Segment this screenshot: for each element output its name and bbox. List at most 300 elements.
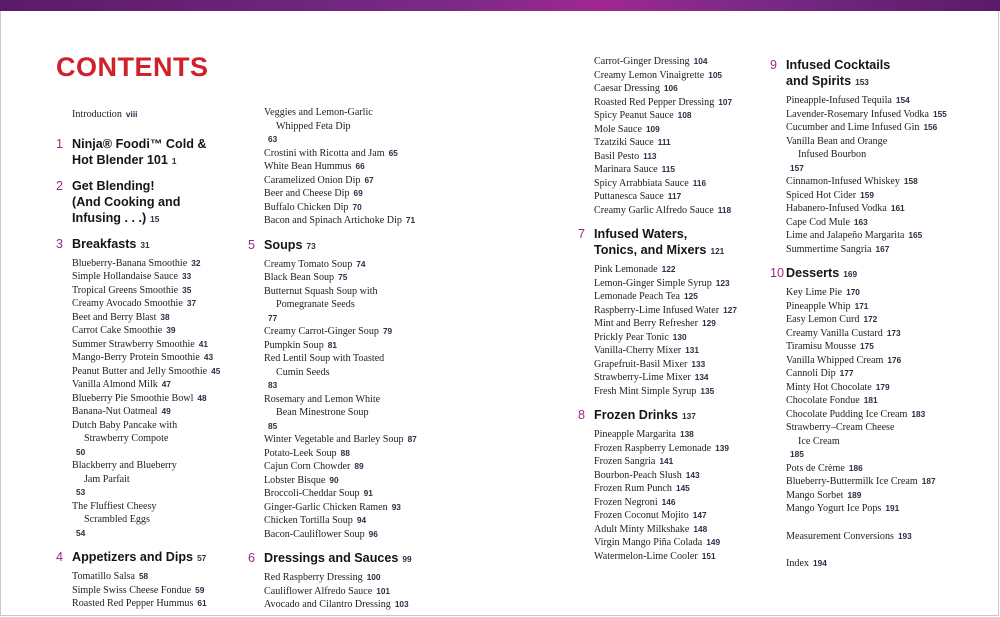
entry-page-number: 130 — [672, 331, 687, 342]
toc-entry[interactable] — [770, 557, 970, 571]
top-color-band — [0, 0, 1000, 11]
toc-entry[interactable] — [578, 136, 753, 150]
chapter-heading[interactable] — [578, 407, 753, 424]
entry-page-number: 134 — [694, 372, 709, 382]
chapter-page-number: 31 — [140, 239, 150, 250]
toc-entry[interactable] — [248, 501, 448, 515]
entry-title-line: Vanilla Bean and Orange — [786, 135, 888, 147]
entry-title-line: Cumin Seeds — [276, 366, 330, 378]
toc-entry[interactable] — [248, 106, 448, 147]
entry-page-number: 156 — [923, 122, 938, 132]
toc-entry[interactable] — [56, 351, 256, 365]
toc-entry[interactable] — [578, 177, 753, 191]
chapter-heading[interactable] — [248, 550, 448, 567]
toc-entry[interactable] — [56, 270, 256, 284]
entry-title-line: Red Lentil Soup with Toasted — [264, 353, 385, 364]
toc-entry[interactable] — [770, 202, 970, 216]
toc-entry[interactable] — [578, 469, 753, 483]
entry-title-line: Blueberry Pie Smoothie Bowl — [72, 392, 194, 404]
entry-title-line: Carrot Cake Smoothie — [72, 325, 163, 336]
toc-entry[interactable] — [770, 502, 970, 516]
toc-entry[interactable] — [578, 442, 753, 456]
entry-title-line: Pineapple Margarita — [594, 429, 676, 440]
entry-page-number: 135 — [700, 385, 715, 396]
toc-entry[interactable] — [770, 530, 970, 544]
entry-title-line: Mango-Berry Protein Smoothie — [72, 352, 200, 363]
entry-page-number: 45 — [211, 365, 221, 376]
toc-entry[interactable] — [770, 313, 970, 327]
entry-page-number: 33 — [181, 271, 192, 281]
entry-title-line: Tomatillo Salsa — [72, 571, 135, 582]
entry-page-number: 116 — [692, 177, 707, 188]
toc-entry[interactable] — [578, 550, 753, 564]
entry-page-number: 91 — [363, 488, 373, 498]
entry-page-number: 187 — [921, 476, 936, 486]
chapter-page-number: 121 — [710, 246, 725, 256]
entry-title-line: Prickly Pear Tonic — [594, 331, 669, 343]
chapter-title-line: Ninja® Foodi™ Cold & — [72, 136, 207, 151]
entry-title-line: Tiramisu Mousse — [786, 341, 857, 352]
entry-title-line: Index — [786, 558, 809, 569]
entry-page-number: 145 — [675, 483, 690, 493]
toc-entry[interactable] — [248, 339, 448, 353]
toc-entry[interactable] — [248, 271, 448, 285]
entry-title-line: Tzatziki Sauce — [594, 137, 654, 148]
entry-title-line: Simple Hollandaise Sauce — [72, 271, 178, 282]
toc-entry[interactable] — [56, 297, 256, 311]
entry-title-line: Habanero-Infused Vodka — [786, 203, 887, 214]
chapter-title — [72, 236, 150, 253]
entry-page-number: 69 — [353, 188, 363, 198]
toc-entry[interactable] — [248, 214, 448, 228]
entry-page-number: 93 — [391, 501, 401, 512]
entry-title-line: Roasted Red Pepper Dressing — [594, 96, 715, 108]
toc-entry[interactable] — [578, 496, 753, 510]
toc-entry[interactable] — [248, 285, 448, 326]
entry-page-number: 109 — [645, 123, 660, 134]
entry-page-number: 79 — [382, 326, 393, 336]
toc-entry[interactable] — [578, 523, 753, 537]
toc-entry[interactable] — [56, 500, 256, 541]
entry-title-line: Key Lime Pie — [786, 287, 843, 298]
entry-title-line: Creamy Tomato Soup — [264, 258, 353, 270]
entry-page-number: 146 — [661, 496, 676, 507]
entry-page-number: 189 — [847, 489, 862, 500]
toc-entry[interactable] — [770, 108, 970, 122]
entry-title-line: Frozen Negroni — [594, 496, 658, 508]
entry-page-number: 50 — [76, 446, 86, 457]
toc-entry[interactable] — [770, 421, 970, 462]
chapter-number: 2 — [56, 178, 64, 193]
toc-column-1 — [56, 108, 256, 611]
entry-title-line: Pineapple Whip — [786, 300, 851, 312]
toc-entry[interactable] — [248, 393, 448, 434]
entry-title-line: Carrot-Ginger Dressing — [594, 56, 690, 67]
entry-title-line: Fresh Mint Simple Syrup — [594, 385, 697, 397]
entry-title-line: Spiced Hot Cider — [786, 189, 857, 201]
toc-entry[interactable] — [770, 408, 970, 422]
toc-entry[interactable] — [578, 482, 753, 496]
chapter-title-last-line — [72, 152, 207, 169]
chapter-title-last-line — [786, 73, 890, 90]
chapter-title-line: Tonics, and Mixers — [594, 243, 707, 257]
chapter-heading[interactable] — [56, 549, 256, 566]
toc-entry[interactable] — [770, 135, 970, 176]
chapter-title-last-line — [72, 549, 206, 566]
entry-title-line: Rosemary and Lemon White — [264, 393, 381, 405]
entry-title-line: Creamy Lemon Vinaigrette — [594, 69, 705, 81]
entry-title-line: Caesar Dressing — [594, 83, 660, 94]
chapter-title — [264, 550, 412, 567]
entry-page-number: 77 — [268, 312, 278, 323]
toc-entry[interactable] — [578, 150, 753, 164]
entry-title-line: Minty Hot Chocolate — [786, 381, 872, 393]
toc-entry[interactable] — [578, 96, 753, 110]
toc-entry[interactable] — [56, 405, 256, 419]
entry-title-line: Mango Sorbet — [786, 489, 844, 501]
entry-title-line: Butternut Squash Soup with — [264, 285, 378, 297]
entry-title-line: Pots de Crème — [786, 462, 845, 474]
chapter-heading[interactable] — [56, 136, 256, 169]
toc-entry[interactable] — [770, 462, 970, 476]
entry-title-line: Bacon and Spinach Artichoke Dip — [264, 215, 402, 226]
toc-entry[interactable] — [770, 475, 970, 489]
chapter-page-number: 99 — [402, 554, 412, 564]
toc-entry[interactable] — [770, 340, 970, 354]
toc-entry[interactable] — [56, 311, 256, 325]
toc-entry[interactable] — [578, 55, 753, 69]
entry-title-line: Summer Strawberry Smoothie — [72, 338, 195, 350]
toc-entry[interactable] — [248, 352, 448, 393]
toc-entry[interactable] — [578, 455, 753, 469]
entry-title-line: Potato-Leek Soup — [264, 447, 337, 459]
toc-entry[interactable] — [56, 392, 256, 406]
entry-page-number: 61 — [197, 598, 207, 608]
chapter-title — [786, 57, 890, 90]
toc-entry[interactable] — [56, 338, 256, 352]
toc-entry[interactable] — [56, 378, 256, 392]
chapter-title — [72, 549, 206, 566]
toc-entry[interactable] — [56, 570, 256, 584]
toc-entry[interactable] — [770, 121, 970, 135]
chapter-page-number: 57 — [197, 553, 207, 563]
toc-entry[interactable] — [578, 163, 753, 177]
chapter-number: 9 — [770, 58, 778, 72]
entry-page-number: 177 — [839, 368, 854, 378]
chapter-title-line: Infused Cocktails — [786, 58, 891, 72]
toc-entry[interactable] — [770, 489, 970, 503]
chapter-title-line: and Spirits — [786, 74, 852, 88]
toc-entry[interactable] — [248, 487, 448, 501]
toc-entry[interactable] — [578, 277, 753, 291]
entry-page-number: 70 — [352, 201, 362, 212]
entry-page-number: 53 — [76, 487, 86, 497]
entry-page-number: 158 — [903, 176, 918, 186]
chapter-heading[interactable] — [770, 265, 970, 282]
chapter-number: 1 — [56, 136, 64, 151]
toc-entry[interactable] — [770, 367, 970, 381]
page-title: CONTENTS — [56, 52, 209, 82]
entry-page-number: 172 — [863, 314, 878, 324]
entry-page-number: 183 — [911, 408, 926, 419]
toc-entry[interactable] — [248, 258, 448, 272]
entry-title-line: Cannoli Dip — [786, 368, 836, 379]
toc-entry[interactable] — [578, 82, 753, 96]
entry-title-line: Pumpkin Soup — [264, 339, 324, 351]
toc-entry[interactable] — [248, 201, 448, 215]
chapter-number: 8 — [578, 408, 586, 422]
toc-entry[interactable] — [578, 385, 753, 399]
entry-page-number: 89 — [354, 461, 364, 471]
chapter-title-line: Soups — [264, 237, 303, 252]
toc-entry[interactable] — [248, 447, 448, 461]
chapter-title-last-line — [786, 265, 857, 282]
entry-title-line: Adult Minty Milkshake — [594, 523, 690, 535]
entry-page-number: 147 — [692, 510, 707, 520]
chapter-title — [594, 226, 724, 259]
entry-title-line: Chocolate Fondue — [786, 395, 860, 406]
toc-entry[interactable] — [770, 175, 970, 189]
chapter-title-last-line — [594, 407, 696, 424]
entry-title-line: Frozen Rum Punch — [594, 483, 672, 494]
entry-page-number: 113 — [643, 150, 657, 161]
toc-entry[interactable] — [770, 189, 970, 203]
toc-entry[interactable] — [770, 354, 970, 368]
chapter-title — [594, 407, 696, 424]
toc-entry[interactable] — [770, 286, 970, 300]
toc-entry[interactable] — [56, 459, 256, 500]
chapter-title-line: Appetizers and Dips — [72, 550, 194, 564]
chapter-heading[interactable] — [56, 236, 256, 253]
entry-title-line: Pomegranate Seeds — [276, 299, 355, 310]
entry-title-line: Creamy Vanilla Custard — [786, 327, 883, 339]
toc-entry[interactable] — [578, 190, 753, 204]
entry-title-line: Bacon-Cauliflower Soup — [264, 528, 365, 540]
chapter-heading[interactable] — [56, 178, 256, 227]
entry-title-line: Introduction — [72, 109, 122, 120]
entry-title-line: The Fluffiest Cheesy — [72, 500, 157, 512]
entry-page-number: 63 — [268, 134, 278, 144]
chapter-page-number: 1 — [171, 155, 177, 166]
entry-page-number: 138 — [679, 429, 694, 439]
toc-entry[interactable] — [578, 69, 753, 83]
toc-entry[interactable] — [578, 509, 753, 523]
chapter-title-last-line — [72, 236, 150, 253]
toc-entry[interactable] — [248, 187, 448, 201]
entry-title-line: Spicy Arrabbiata Sauce — [594, 177, 689, 189]
entry-page-number: 127 — [723, 304, 737, 315]
toc-entry[interactable] — [578, 290, 753, 304]
chapter-title-line: Dressings and Sauces — [264, 551, 399, 565]
entry-page-number: 176 — [887, 354, 902, 365]
toc-entry-introduction[interactable] — [56, 108, 256, 122]
chapter-title — [72, 178, 180, 227]
entry-page-number: 157 — [790, 162, 804, 173]
toc-entry[interactable] — [248, 433, 448, 447]
toc-entry[interactable] — [770, 381, 970, 395]
chapter-page-number: 169 — [843, 269, 858, 279]
toc-entry[interactable] — [578, 428, 753, 442]
toc-entry[interactable] — [578, 331, 753, 345]
entry-page-number: 181 — [863, 395, 878, 405]
toc-entry[interactable] — [248, 598, 448, 612]
toc-entry[interactable] — [578, 123, 753, 137]
toc-entry[interactable] — [770, 300, 970, 314]
entry-page-number: 74 — [356, 258, 366, 269]
toc-entry[interactable] — [578, 109, 753, 123]
entry-page-number: 141 — [659, 456, 674, 466]
toc-entry[interactable] — [248, 571, 448, 585]
entry-page-number: 123 — [715, 277, 730, 288]
chapter-number: 7 — [578, 227, 586, 241]
toc-entry[interactable] — [56, 324, 256, 338]
toc-entry[interactable] — [770, 229, 970, 243]
toc-entry[interactable] — [770, 94, 970, 108]
chapter-heading[interactable] — [248, 237, 448, 254]
entry-title-line: Lime and Jalapeño Margarita — [786, 230, 905, 241]
chapter-title-line: Breakfasts — [72, 236, 137, 251]
entry-title-line: Cajun Corn Chowder — [264, 461, 351, 472]
entry-page-number: 159 — [860, 189, 874, 200]
entry-page-number: 104 — [693, 56, 708, 66]
chapter-page-number: 73 — [306, 240, 316, 251]
chapter-number: 5 — [248, 237, 256, 252]
entry-title-line: Roasted Red Pepper Hummus — [72, 598, 194, 609]
toc-entry[interactable] — [578, 371, 753, 385]
entry-page-number: 191 — [885, 503, 900, 513]
chapter-title-line: Get Blending! — [72, 178, 155, 193]
entry-title-line: Cinnamon-Infused Whiskey — [786, 176, 900, 187]
toc-entry[interactable] — [248, 514, 448, 528]
toc-entry[interactable] — [770, 216, 970, 230]
entry-page-number: 111 — [657, 137, 671, 147]
toc-entry[interactable] — [248, 474, 448, 488]
entry-title-line: Winter Vegetable and Barley Soup — [264, 434, 404, 445]
toc-entry[interactable] — [578, 204, 753, 218]
chapter-heading[interactable] — [770, 57, 970, 90]
entry-title-line: Whipped Feta Dip — [276, 120, 351, 132]
toc-entry[interactable] — [578, 263, 753, 277]
entry-page-number: 85 — [268, 420, 278, 431]
toc-entry[interactable] — [248, 460, 448, 474]
toc-entry[interactable] — [56, 419, 256, 460]
entry-page-number: 107 — [718, 96, 733, 107]
entry-page-number: 151 — [701, 550, 716, 561]
toc-entry[interactable] — [770, 243, 970, 257]
entry-page-number: 125 — [683, 291, 698, 301]
toc-entry[interactable] — [578, 317, 753, 331]
entry-title-line: Strawberry–Cream Cheese — [786, 422, 895, 433]
chapter-title-line: Infused Waters, — [594, 227, 688, 241]
toc-column-3 — [578, 55, 753, 563]
entry-page-number: 103 — [394, 599, 409, 609]
entry-title-line: Blueberry-Buttermilk Ice Cream — [786, 476, 918, 487]
entry-page-number: 59 — [195, 584, 205, 595]
chapter-page-number: 15 — [150, 213, 160, 224]
entry-page-number: 163 — [853, 216, 868, 227]
entry-page-number: 94 — [356, 515, 367, 525]
toc-entry[interactable] — [248, 585, 448, 599]
toc-entry[interactable] — [248, 325, 448, 339]
toc-entry[interactable] — [770, 327, 970, 341]
entry-page-number: 173 — [886, 327, 901, 338]
entry-title-line: Veggies and Lemon-Garlic — [264, 107, 373, 118]
entry-title-line: Measurement Conversions — [786, 530, 894, 542]
toc-entry[interactable] — [56, 257, 256, 271]
entry-title-line: White Bean Hummus — [264, 161, 352, 172]
toc-entry[interactable] — [578, 358, 753, 372]
entry-title-line: Beer and Cheese Dip — [264, 188, 350, 199]
entry-page-number: 133 — [691, 358, 706, 369]
entry-title-line: Bourbon-Peach Slush — [594, 469, 682, 481]
entry-page-number: 171 — [854, 300, 869, 311]
toc-entry[interactable] — [578, 304, 753, 318]
entry-title-line: Watermelon-Lime Cooler — [594, 550, 698, 562]
chapter-title-line: Hot Blender 101 — [72, 152, 168, 167]
entry-title-line: Bean Minestrone Soup — [276, 407, 369, 418]
toc-column-2 — [248, 106, 448, 612]
entry-title-line: Banana-Nut Oatmeal — [72, 406, 158, 417]
entry-title-line: Crostini with Ricotta and Jam — [264, 147, 385, 159]
entry-title-line: Mango Yogurt Ice Pops — [786, 503, 882, 514]
entry-title-line: Blackberry and Blueberry — [72, 460, 177, 471]
chapter-title-line: Desserts — [786, 266, 840, 280]
entry-title-line: Jam Parfait — [84, 473, 130, 485]
toc-entry[interactable] — [56, 597, 256, 611]
toc-entry[interactable] — [770, 394, 970, 408]
entry-page-number: 167 — [875, 243, 890, 254]
toc-entry[interactable] — [248, 174, 448, 188]
entry-page-number: viii — [125, 109, 138, 119]
chapter-title-last-line — [264, 550, 412, 567]
entry-page-number: 105 — [708, 69, 723, 80]
entry-title-line: Pineapple-Infused Tequila — [786, 95, 892, 106]
entry-page-number: 165 — [908, 230, 923, 240]
toc-entry[interactable] — [248, 147, 448, 161]
entry-title-line: Lemonade Peach Tea — [594, 291, 680, 302]
toc-entry[interactable] — [578, 344, 753, 358]
entry-title-line: Creamy Carrot-Ginger Soup — [264, 326, 379, 337]
toc-entry[interactable] — [56, 284, 256, 298]
entry-page-number: 38 — [160, 311, 170, 322]
entry-title-line: Mole Sauce — [594, 123, 642, 135]
toc-entry[interactable] — [56, 365, 256, 379]
entry-page-number: 67 — [364, 174, 374, 185]
entry-title-line: Chicken Tortilla Soup — [264, 515, 353, 526]
toc-entry[interactable] — [578, 536, 753, 550]
toc-entry[interactable] — [248, 160, 448, 174]
chapter-title — [264, 237, 316, 254]
entry-title-line: Raspberry-Lime Infused Water — [594, 304, 720, 316]
toc-entry[interactable] — [248, 528, 448, 542]
entry-page-number: 87 — [407, 434, 417, 444]
entry-title-line: Frozen Sangria — [594, 456, 656, 467]
chapter-number: 3 — [56, 236, 64, 251]
entry-page-number: 54 — [76, 527, 86, 538]
entry-title-line: Black Bean Soup — [264, 272, 335, 283]
entry-page-number: 194 — [812, 558, 827, 568]
entry-title-line: Summertime Sangria — [786, 243, 872, 255]
entry-title-line: Simple Swiss Cheese Fondue — [72, 584, 192, 596]
entry-page-number: 139 — [715, 442, 730, 453]
toc-entry[interactable] — [56, 584, 256, 598]
entry-title-line: Basil Pesto — [594, 150, 640, 162]
chapter-heading[interactable] — [578, 226, 753, 259]
entry-title-line: Spicy Peanut Sauce — [594, 110, 674, 121]
entry-page-number: 49 — [161, 406, 171, 416]
entry-page-number: 88 — [340, 447, 350, 458]
entry-title-line: Easy Lemon Curd — [786, 314, 860, 325]
